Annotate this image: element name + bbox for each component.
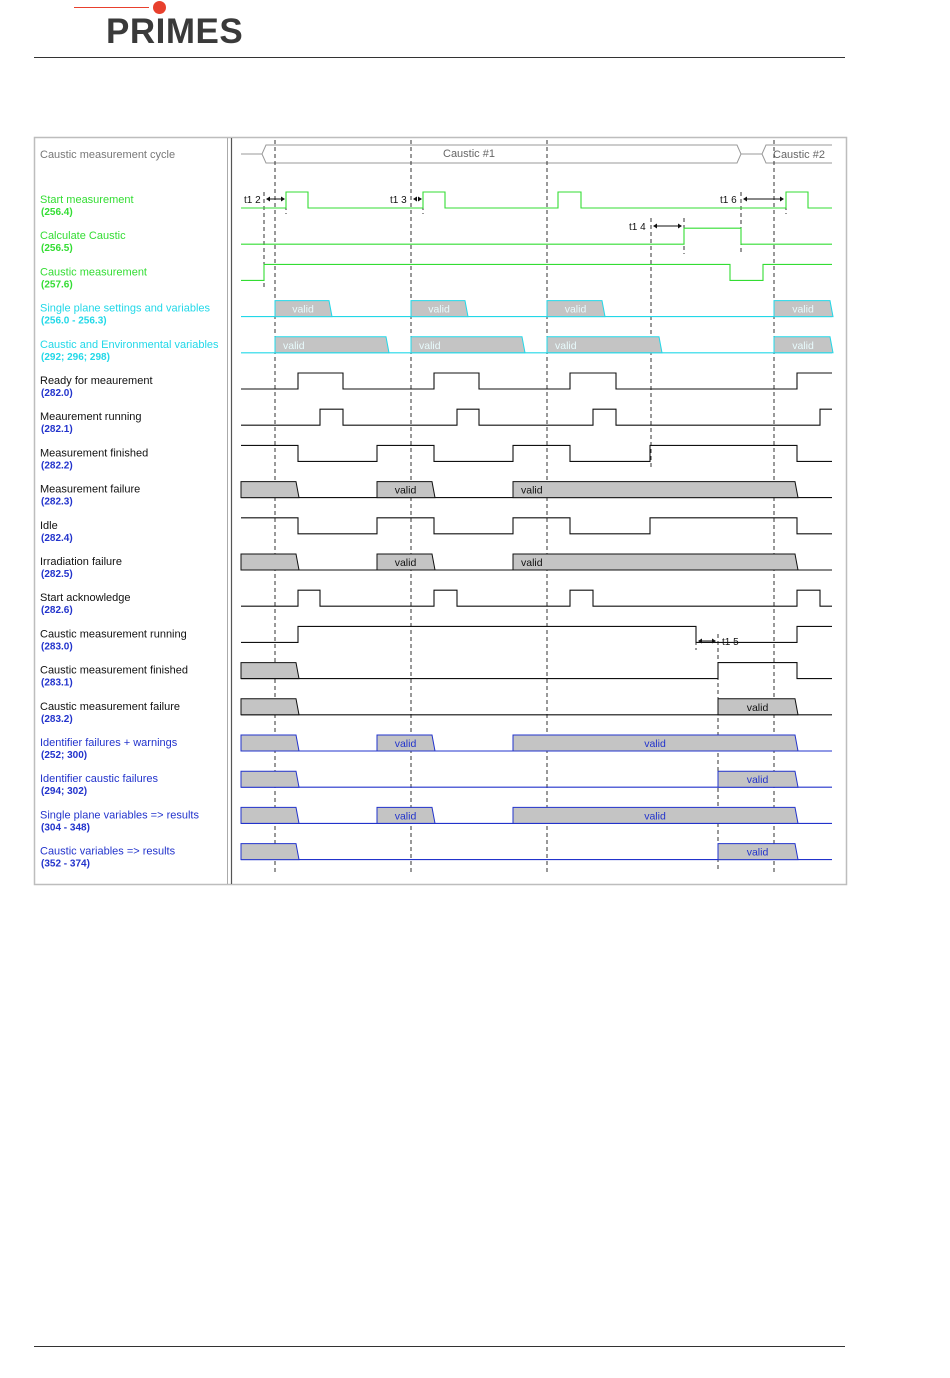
valid-bar-label: valid [746, 774, 769, 787]
timing-t13: t1 3 [390, 195, 407, 206]
timing-t15: t1 5 [722, 637, 739, 648]
signal-name: Meaurement running [40, 411, 142, 424]
signal-name: Caustic measurement finished [40, 664, 188, 677]
footer-divider [34, 1346, 845, 1347]
valid-bar-label: valid [419, 339, 441, 352]
timing-t16: t1 6 [720, 195, 737, 206]
signal-code: (283.2) [41, 713, 73, 725]
valid-bar [241, 771, 299, 787]
signal-code: (282.5) [41, 569, 73, 580]
valid-bar-label: valid [521, 484, 543, 497]
valid-bar [513, 554, 798, 570]
valid-bar-label: valid [394, 810, 417, 823]
initial-state-bar [241, 663, 299, 679]
valid-bar-label: valid [292, 303, 314, 316]
valid-bar-label: valid [792, 339, 814, 352]
signal-code: (282.3) [41, 496, 73, 508]
signal-name: Start acknowledge [40, 592, 131, 605]
signal-name: Caustic measurement running [40, 628, 187, 641]
valid-bar [241, 735, 299, 751]
signal-name: Calculate Caustic [40, 230, 126, 243]
signal-name: Single plane variables => results [40, 809, 199, 822]
cycle-label: Caustic measurement cycle [40, 149, 176, 161]
valid-bar-label: valid [564, 303, 587, 316]
signal-name: Measurement finished [40, 447, 149, 460]
signal-name: Caustic measurement failure [40, 700, 181, 713]
valid-bar-label: valid [521, 557, 543, 569]
signal-name: Identifier caustic failures [40, 773, 158, 786]
signal-code: (352 - 374) [41, 858, 90, 870]
signal-name: Start measurement [40, 194, 134, 206]
signal-name: Identifier failures + warnings [40, 737, 178, 749]
caustic-2-label: Caustic #2 [773, 149, 825, 161]
signal-name: Single plane settings and variables [40, 302, 211, 315]
signal-name: Caustic and Environmental variables [40, 338, 219, 351]
valid-bar-label: valid [746, 701, 769, 714]
valid-bar [241, 844, 299, 860]
valid-bar-label: valid [555, 339, 577, 352]
signal-name: Ready for meaurement [40, 375, 153, 387]
valid-bar [241, 807, 299, 823]
valid-bar-label: valid [746, 846, 769, 859]
timing-t14: t1 4 [629, 222, 646, 233]
valid-bar-label: valid [428, 303, 450, 316]
signal-code: (292; 296; 298) [41, 351, 110, 363]
signal-code: (282.4) [41, 532, 73, 544]
valid-bar [241, 482, 299, 498]
signal-code: (304 - 348) [41, 822, 90, 834]
signal-code: (256.5) [41, 243, 73, 255]
signal-name: Irradiation failure [40, 556, 122, 568]
signal-name: Caustic measurement [40, 266, 147, 279]
signal-code: (252; 300) [41, 750, 88, 761]
signal-name: Measurement failure [40, 483, 141, 496]
valid-bar-label: valid [644, 810, 666, 823]
valid-bar-label: valid [792, 303, 814, 316]
valid-bar-label: valid [394, 738, 417, 750]
valid-bar [241, 699, 299, 715]
valid-bar-label: valid [644, 738, 666, 750]
signal-code: (257.6) [41, 279, 73, 291]
signal-name: Caustic variables => results [40, 845, 176, 858]
signal-code: (256.0 - 256.3) [41, 315, 107, 327]
valid-bar [241, 554, 299, 570]
valid-bar-label: valid [394, 484, 417, 497]
signal-code: (294; 302) [41, 786, 88, 798]
valid-bar [513, 482, 798, 498]
caustic-1-label: Caustic #1 [443, 148, 495, 160]
signal-code: (283.1) [41, 677, 73, 689]
signal-code: (256.4) [41, 207, 73, 218]
signal-code: (282.6) [41, 605, 73, 617]
valid-bar-label: valid [394, 557, 417, 569]
signal-name: Idle [40, 519, 58, 532]
signal-code: (282.1) [41, 424, 73, 436]
signal-code: (282.2) [41, 460, 73, 472]
signal-code: (282.0) [41, 388, 73, 399]
timing-t12: t1 2 [244, 195, 261, 206]
valid-bar-label: valid [283, 339, 305, 352]
brand-name: PRIMES [106, 12, 244, 51]
signal-code: (283.0) [41, 641, 73, 653]
